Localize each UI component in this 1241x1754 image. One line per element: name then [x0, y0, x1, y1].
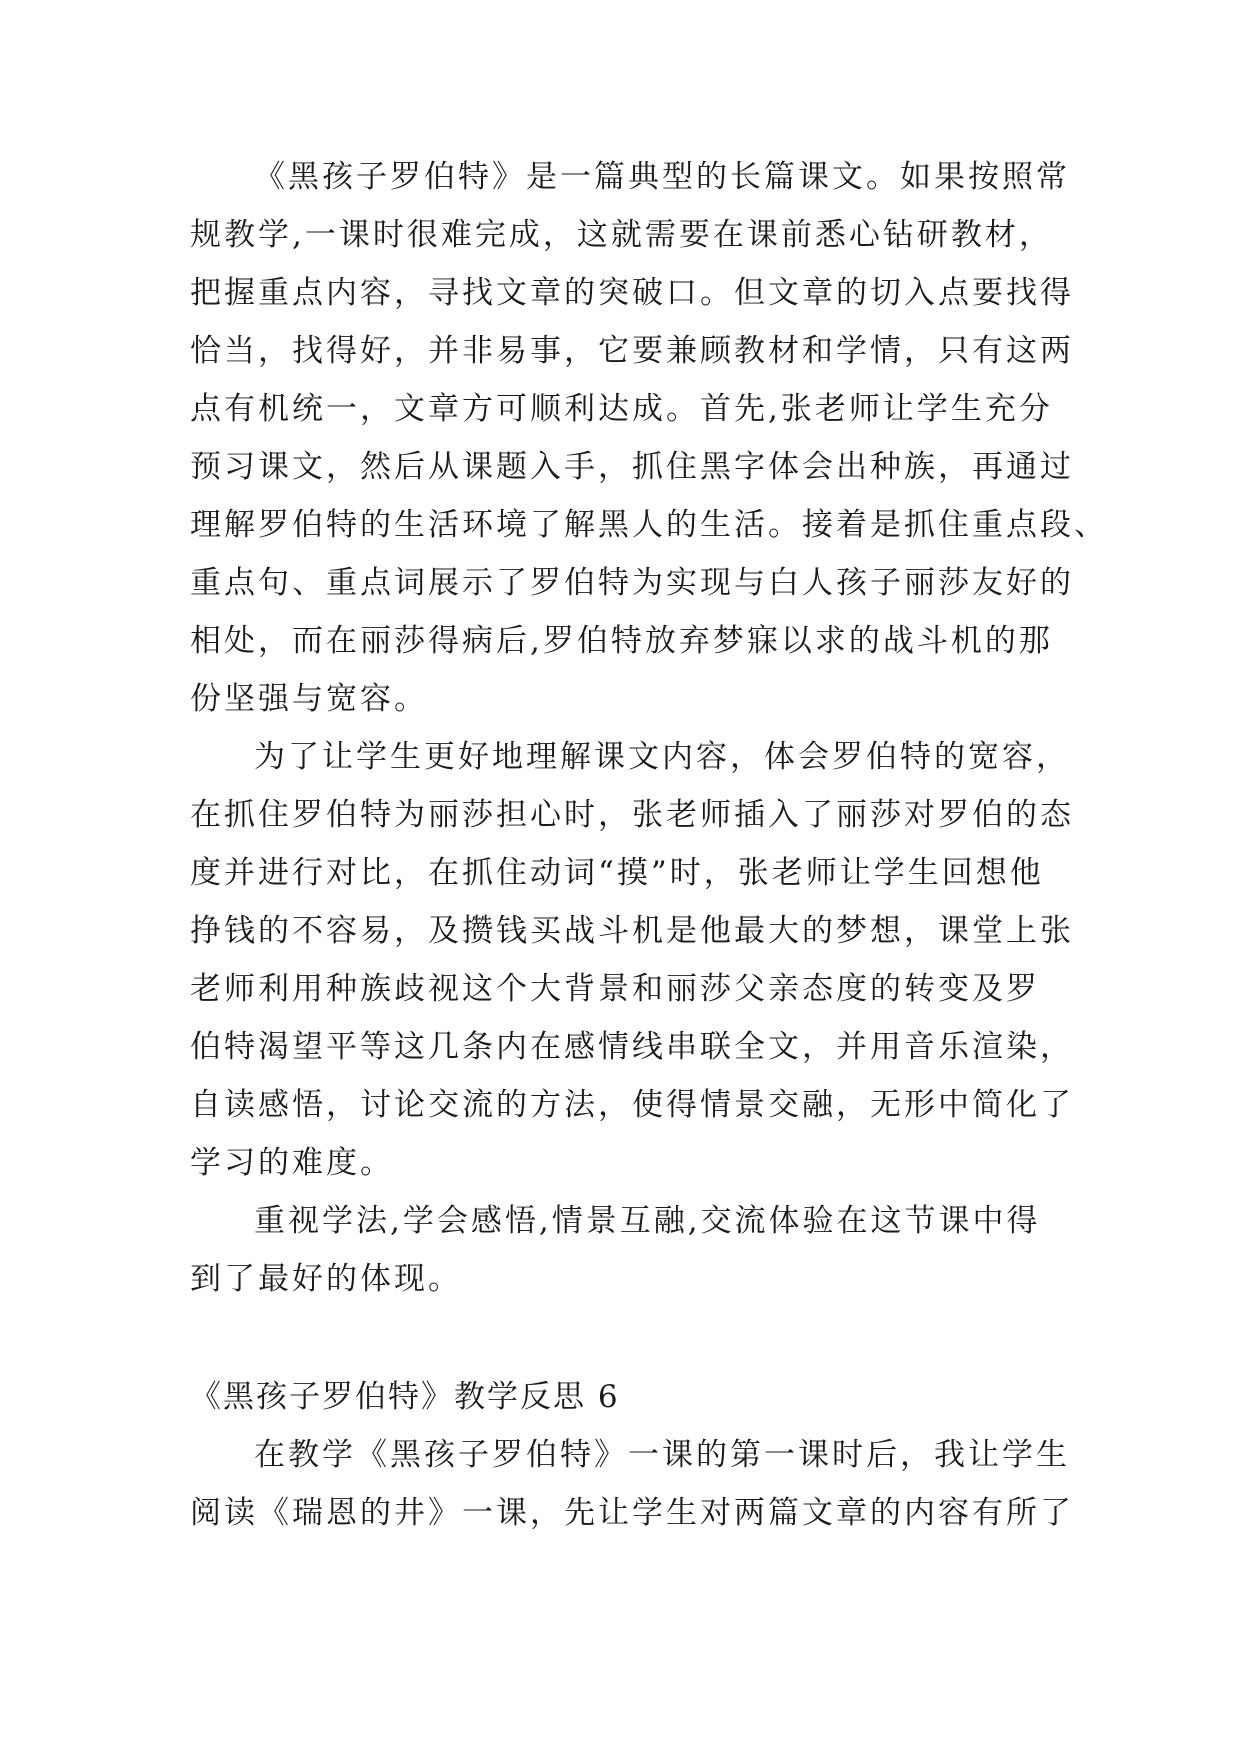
paragraph-line: 自读感悟，讨论交流的方法，使得情景交融，无形中简化了: [190, 1087, 1074, 1123]
paragraph-line: 预习课文，然后从课题入手，抓住黑字体会出种族，再通过: [190, 449, 1074, 485]
paragraph-line: 份坚强与宽容。: [190, 681, 428, 717]
paragraph-line: 老师利用种族歧视这个大背景和丽莎父亲态度的转变及罗: [190, 971, 1040, 1007]
section-heading: 《黑孩子罗伯特》教学反思 6: [190, 1379, 620, 1415]
paragraph-line: 为了让学生更好地理解课文内容，体会罗伯特的宽容，: [254, 739, 1070, 775]
paragraph-1: [190, 148, 1108, 728]
paragraph-line: 点有机统一，文章方可顺利达成。首先,张老师让学生充分: [190, 391, 1053, 427]
paragraph-line: 重点句、重点词展示了罗伯特为实现与白人孩子丽莎友好的: [190, 565, 1074, 601]
paragraph-line: 阅读《瑞恩的井》一课，先让学生对两篇文章的内容有所了: [190, 1495, 1074, 1531]
paragraph-line: 学习的难度。: [190, 1145, 394, 1181]
paragraph-line: 规教学,一课时很难完成，这就需要在课前悉心钻研教材，: [190, 217, 1053, 253]
paragraph-line: 到了最好的体现。: [190, 1261, 462, 1297]
paragraph-3: [190, 1192, 1070, 1308]
paragraph-line: 在抓住罗伯特为丽莎担心时，张老师插入了丽莎对罗伯的态: [190, 797, 1074, 833]
paragraph-line: 挣钱的不容易，及攒钱买战斗机是他最大的梦想，课堂上张: [190, 913, 1074, 949]
paragraph-line: 恰当，找得好，并非易事，它要兼顾教材和学情，只有这两: [190, 333, 1074, 369]
paragraph-line: 《黑孩子罗伯特》是一篇典型的长篇课文。如果按照常: [254, 159, 1070, 195]
paragraph-line: 伯特渴望平等这几条内在感情线串联全文，并用音乐渲染，: [190, 1029, 1074, 1065]
paragraph-line: 在教学《黑孩子罗伯特》一课的第一课时后，我让学生: [254, 1437, 1070, 1473]
paragraph-line: 重视学法,学会感悟,情景互融,交流体验在这节课中得: [254, 1203, 1041, 1239]
paragraph-2: [190, 728, 1074, 1192]
paragraph-4: [190, 1426, 1074, 1542]
paragraph-line: 相处，而在丽莎得病后,罗伯特放弃梦寐以求的战斗机的那: [190, 623, 1053, 659]
paragraph-line: 理解罗伯特的生活环境了解黑人的生活。接着是抓住重点段、: [190, 507, 1108, 543]
paragraph-line: 把握重点内容，寻找文章的突破口。但文章的切入点要找得: [190, 275, 1074, 311]
paragraph-line: 度并进行对比，在抓住动词“摸”时，张老师让学生回想他: [190, 855, 1044, 891]
